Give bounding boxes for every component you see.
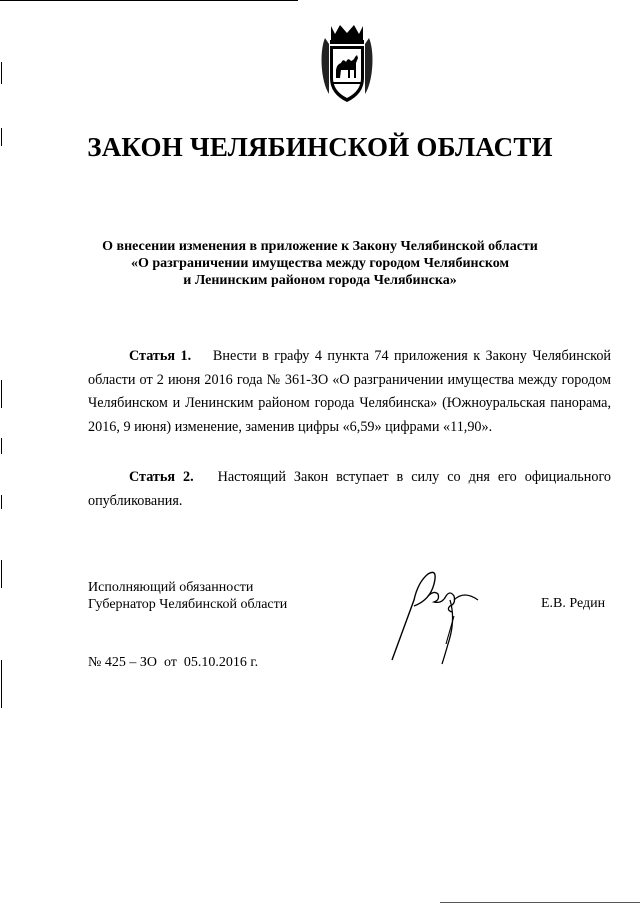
signer-position-line: Губернатор Челябинской области <box>88 597 288 612</box>
margin-mark <box>1 560 2 588</box>
document-title: ЗАКОН ЧЕЛЯБИНСКОЙ ОБЛАСТИ <box>87 132 553 162</box>
subtitle-line: и Ленинским районом города Челябинска» <box>183 273 457 288</box>
margin-mark <box>1 62 2 84</box>
margin-mark <box>1 660 2 708</box>
margin-mark <box>1 495 2 509</box>
signer-position-line: Исполняющий обязанности <box>88 580 254 595</box>
subtitle-line: «О разграничении имущества между городом Челябинском <box>131 256 509 271</box>
document-subtitle <box>0 238 640 289</box>
scan-edge-top <box>0 0 298 1</box>
signer-position <box>88 579 287 613</box>
signer-name: Е.В. Редин <box>541 596 606 611</box>
article-2 <box>88 466 611 513</box>
margin-mark <box>1 438 2 454</box>
chelyabinsk-coat-of-arms-icon <box>319 22 375 106</box>
article-1 <box>88 345 611 439</box>
article-1-text: Внести в графу 4 пункта 74 приложения к Закону Челябинской области от 2 июня 2016 года № 361-ЗО «О разграничении имущества между городом Челябинском и Ленинским районом города Челябинска» (Южноуральская панорама, 2016, 9 июня) изменение, заменив цифры «6,59» цифрами «11,90». <box>88 348 612 435</box>
article-2-label: Статья 2. <box>129 469 194 485</box>
scan-edge-bottom <box>440 902 640 903</box>
margin-mark <box>1 380 2 408</box>
article-2-text: Настоящий Закон вступает в силу со дня его официального опубликования. <box>88 469 612 509</box>
article-1-label: Статья 1. <box>129 348 192 364</box>
document-number: № 425 – ЗО от 05.10.2016 г. <box>88 655 259 670</box>
subtitle-line: О внесении изменения в приложение к Закону Челябинской области <box>102 239 538 254</box>
handwritten-signature <box>384 560 494 670</box>
